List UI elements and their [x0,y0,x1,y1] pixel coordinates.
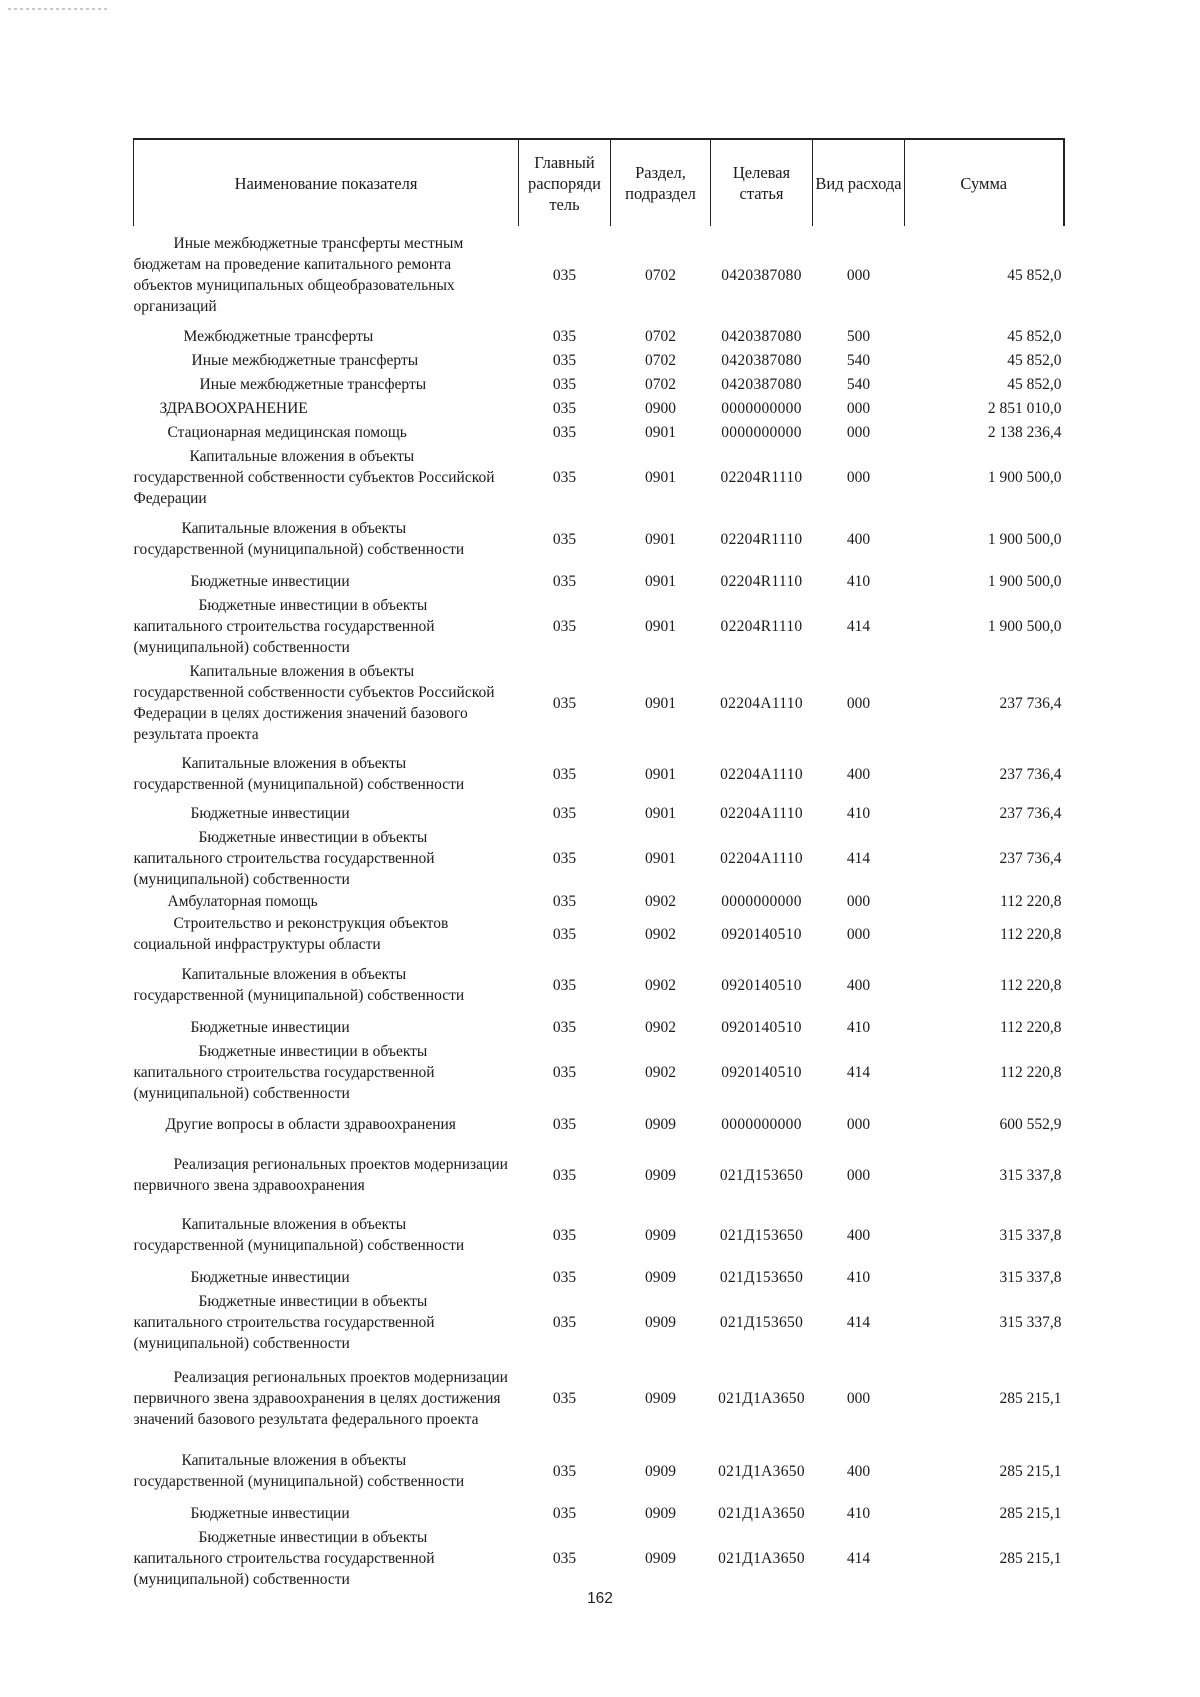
row-expense-type: 410 [846,572,871,590]
row-grbs: 035 [552,849,577,867]
row-name: Бюджетные инвестиции [190,572,350,590]
table-row [134,956,1064,1014]
row-expense-type: 410 [846,804,871,822]
row-grbs: 035 [552,399,577,417]
budget-table [133,138,1065,1590]
row-name: Иные межбюджетные трансферты [199,375,427,393]
row-expense-type: 000 [846,1166,871,1184]
row-name: Бюджетные инвестиции в объекты капитального строительства государственной (муниципальной) собственности [133,828,435,888]
row-expense-type: 540 [846,375,871,393]
row-sum: 237 736,4 [999,694,1062,712]
row-name: Амбулаторная помощь [167,892,318,910]
row-name: Бюджетные инвестиции [190,804,350,822]
row-grbs: 035 [552,1549,577,1567]
row-expense-type: 000 [846,468,871,486]
row-section: 0909 [645,1226,676,1244]
row-sum: 112 220,8 [1000,976,1062,994]
row-expense-type: 414 [846,1313,871,1331]
header-section: Раздел, подраздел [611,139,711,226]
row-expense-type: 000 [846,892,871,910]
row-sum: 112 220,8 [1000,925,1062,943]
row-section: 0702 [645,266,676,284]
row-section: 0901 [645,765,676,783]
row-expense-type: 540 [846,351,871,369]
row-section: 0909 [645,1313,676,1331]
row-section: 0902 [645,1063,676,1081]
row-grbs: 035 [552,1462,577,1480]
row-sum: 237 736,4 [999,765,1062,783]
row-target-article: 0920140510 [721,976,802,994]
row-grbs: 035 [552,1018,577,1036]
table-row [134,1354,1064,1442]
row-expense-type: 000 [846,1115,871,1133]
table-body [134,226,1064,1590]
row-sum: 112 220,8 [1000,892,1062,910]
row-grbs: 035 [552,765,577,783]
row-expense-type: 500 [846,327,871,345]
row-target-article: 02204A1110 [720,765,803,783]
table-row [134,568,1064,594]
table-header [134,139,1064,226]
row-name: Капитальные вложения в объекты государственной (муниципальной) собственности [133,1452,465,1490]
row-sum: 2 138 236,4 [987,423,1062,441]
table-row [134,1014,1064,1040]
row-expense-type: 414 [846,849,871,867]
row-grbs: 035 [552,617,577,635]
row-name: ЗДРАВООХРАНЕНИЕ [159,399,308,417]
table-row [134,324,1064,348]
table-row [134,826,1064,890]
table-row [134,1442,1064,1500]
row-grbs: 035 [552,375,577,393]
row-section: 0901 [645,804,676,822]
row-name: Иные межбюджетные трансферты [191,351,419,369]
table-row [134,1526,1064,1590]
row-expense-type: 400 [846,976,871,994]
row-sum: 237 736,4 [999,804,1062,822]
row-name: Бюджетные инвестиции [190,1504,350,1522]
row-name: Реализация региональных проектов модернизации первичного звена здравоохранения в целях достижения значений базового результата федерального проекта [133,1368,508,1428]
row-section: 0702 [645,375,676,393]
row-name: Стационарная медицинская помощь [167,423,407,441]
row-target-article: 021Д1А3650 [718,1462,805,1480]
header-target-article: Целевая статья [711,139,813,226]
row-name: Иные межбюджетные трансферты местным бюджетам на проведение капитального ремонта объектов муниципальных общеобразовательных организаций [133,235,464,315]
row-target-article: 02204R1110 [720,617,803,635]
row-section: 0901 [645,617,676,635]
table-row [134,658,1064,748]
row-grbs: 035 [552,976,577,994]
scan-artifact [8,8,108,10]
row-grbs: 035 [552,1389,577,1407]
row-target-article: 0420387080 [721,266,802,284]
row-grbs: 035 [552,804,577,822]
row-name: Бюджетные инвестиции [190,1268,350,1286]
row-target-article: 02204A1110 [720,804,803,822]
row-target-article: 0000000000 [721,399,802,417]
row-grbs: 035 [552,694,577,712]
row-expense-type: 400 [846,1462,871,1480]
table-row [134,1290,1064,1354]
row-sum: 1 900 500,0 [987,468,1062,486]
row-section: 0902 [645,892,676,910]
row-sum: 45 852,0 [1007,375,1062,393]
row-grbs: 035 [552,572,577,590]
header-expense-type: Вид расхода [813,139,905,226]
row-expense-type: 410 [846,1018,871,1036]
row-sum: 285 215,1 [999,1389,1062,1407]
row-expense-type: 000 [846,399,871,417]
row-target-article: 0420387080 [721,375,802,393]
row-expense-type: 000 [846,266,871,284]
row-section: 0901 [645,694,676,712]
header-row [134,139,1064,226]
row-sum: 315 337,8 [999,1313,1062,1331]
table-row [134,800,1064,826]
row-name: Капитальные вложения в объекты государственной (муниципальной) собственности [133,1216,465,1254]
row-target-article: 0420387080 [721,351,802,369]
row-expense-type: 400 [846,530,871,548]
row-name: Реализация региональных проектов модернизации первичного звена здравоохранения [133,1156,508,1194]
table-row [134,226,1064,324]
table-row [134,594,1064,658]
row-grbs: 035 [552,468,577,486]
row-section: 0909 [645,1268,676,1286]
row-section: 0702 [645,351,676,369]
row-section: 0901 [645,849,676,867]
table-row [134,1104,1064,1144]
row-expense-type: 414 [846,617,871,635]
row-name: Бюджетные инвестиции [190,1018,350,1036]
row-grbs: 035 [552,1115,577,1133]
table-row [134,1144,1064,1206]
row-section: 0909 [645,1115,676,1133]
row-section: 0901 [645,530,676,548]
row-sum: 237 736,4 [999,849,1062,867]
budget-table-container [133,138,1063,1590]
row-expense-type: 400 [846,1226,871,1244]
row-target-article: 02204A1110 [720,694,803,712]
header-grbs: Главный распоряди тель [519,139,611,226]
table-row [134,510,1064,568]
row-sum: 1 900 500,0 [987,530,1062,548]
row-expense-type: 410 [846,1504,871,1522]
table-row [134,1500,1064,1526]
row-section: 0902 [645,976,676,994]
table-row [134,1206,1064,1264]
row-grbs: 035 [552,351,577,369]
table-row [134,372,1064,396]
row-section: 0909 [645,1549,676,1567]
row-target-article: 0000000000 [721,423,802,441]
row-sum: 285 215,1 [999,1504,1062,1522]
row-expense-type: 000 [846,423,871,441]
row-sum: 1 900 500,0 [987,572,1062,590]
row-sum: 1 900 500,0 [987,617,1062,635]
row-target-article: 021Д153650 [719,1226,804,1244]
table-row [134,748,1064,800]
row-section: 0909 [645,1462,676,1480]
row-sum: 315 337,8 [999,1268,1062,1286]
row-sum: 2 851 010,0 [987,399,1062,417]
table-row [134,1264,1064,1290]
row-target-article: 0920140510 [721,925,802,943]
table-row [134,890,1064,912]
row-target-article: 0920140510 [721,1018,802,1036]
row-sum: 285 215,1 [999,1462,1062,1480]
row-sum: 285 215,1 [999,1549,1062,1567]
row-target-article: 02204A1110 [720,849,803,867]
row-section: 0902 [645,925,676,943]
row-grbs: 035 [552,327,577,345]
row-section: 0909 [645,1389,676,1407]
row-grbs: 035 [552,925,577,943]
row-expense-type: 400 [846,765,871,783]
row-target-article: 0000000000 [721,1115,802,1133]
row-target-article: 0000000000 [721,892,802,910]
row-grbs: 035 [552,266,577,284]
row-sum: 600 552,9 [999,1115,1062,1133]
row-sum: 112 220,8 [1000,1018,1062,1036]
row-section: 0909 [645,1166,676,1184]
row-expense-type: 414 [846,1549,871,1567]
row-name: Капитальные вложения в объекты государственной (муниципальной) собственности [133,755,465,793]
row-grbs: 035 [552,1063,577,1081]
row-sum: 112 220,8 [1000,1063,1062,1081]
row-expense-type: 410 [846,1268,871,1286]
row-sum: 315 337,8 [999,1226,1062,1244]
row-section: 0901 [645,572,676,590]
row-grbs: 035 [552,1313,577,1331]
row-target-article: 021Д1А3650 [718,1504,805,1522]
row-target-article: 02204R1110 [720,468,803,486]
row-target-article: 02204R1110 [720,572,803,590]
header-sum: Сумма [905,139,1064,226]
row-grbs: 035 [552,530,577,548]
row-section: 0901 [645,423,676,441]
header-name: Наименование показателя [134,139,519,226]
row-name: Другие вопросы в области здравоохранения [165,1115,456,1133]
row-target-article: 02204R1110 [720,530,803,548]
table-row [134,912,1064,956]
row-expense-type: 000 [846,925,871,943]
row-name: Капитальные вложения в объекты государственной (муниципальной) собственности [133,966,465,1004]
row-name: Капитальные вложения в объекты государственной собственности субъектов Российской Федерации в целях достижения значений базового результата проекта [133,663,495,743]
row-grbs: 035 [552,1226,577,1244]
row-grbs: 035 [552,1166,577,1184]
row-grbs: 035 [552,1268,577,1286]
row-expense-type: 000 [846,1389,871,1407]
row-section: 0702 [645,327,676,345]
row-target-article: 0420387080 [721,327,802,345]
row-name: Бюджетные инвестиции в объекты капитального строительства государственной (муниципальной) собственности [133,596,435,656]
row-expense-type: 000 [846,694,871,712]
row-sum: 45 852,0 [1007,351,1062,369]
row-target-article: 021Д153650 [719,1313,804,1331]
row-target-article: 021Д1А3650 [718,1549,805,1567]
row-sum: 315 337,8 [999,1166,1062,1184]
row-name: Капитальные вложения в объекты государственной собственности субъектов Российской Федерации [133,447,495,507]
row-section: 0909 [645,1504,676,1522]
row-target-article: 021Д153650 [719,1268,804,1286]
table-row [134,444,1064,510]
row-name: Бюджетные инвестиции в объекты капитального строительства государственной (муниципальной) собственности [133,1042,435,1102]
table-row [134,420,1064,444]
row-name: Бюджетные инвестиции в объекты капитального строительства государственной (муниципальной) собственности [133,1528,435,1588]
row-grbs: 035 [552,892,577,910]
table-row [134,1040,1064,1104]
row-name: Капитальные вложения в объекты государственной (муниципальной) собственности [133,520,465,558]
row-name: Бюджетные инвестиции в объекты капитального строительства государственной (муниципальной) собственности [133,1292,435,1352]
table-row [134,396,1064,420]
row-name: Строительство и реконструкция объектов социальной инфраструктуры области [133,915,449,953]
table-row [134,348,1064,372]
row-name: Межбюджетные трансферты [183,327,374,345]
row-target-article: 0920140510 [721,1063,802,1081]
row-section: 0900 [645,399,676,417]
row-sum: 45 852,0 [1007,327,1062,345]
row-target-article: 021Д1А3650 [718,1389,805,1407]
row-section: 0902 [645,1018,676,1036]
row-expense-type: 414 [846,1063,871,1081]
row-target-article: 021Д153650 [719,1166,804,1184]
row-section: 0901 [645,468,676,486]
page-number: 162 [587,1590,613,1607]
row-grbs: 035 [552,423,577,441]
row-sum: 45 852,0 [1007,266,1062,284]
row-grbs: 035 [552,1504,577,1522]
